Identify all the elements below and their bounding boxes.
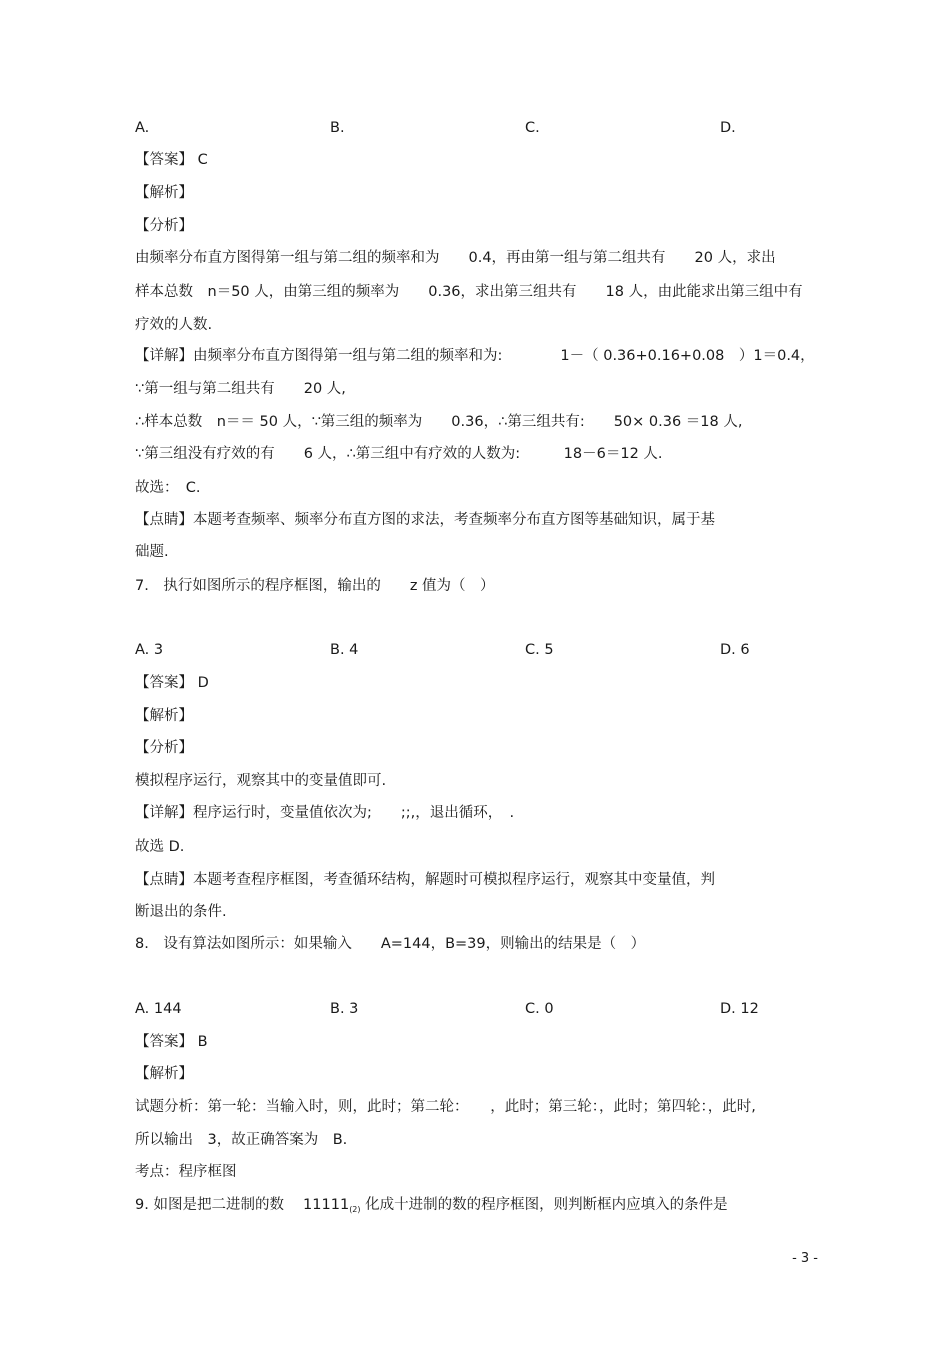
- q8-option-b: B. 3: [330, 1001, 359, 1017]
- q7-comment-line-2: 断退出的条件.: [135, 904, 227, 920]
- q8-option-d: D. 12: [720, 1001, 759, 1017]
- q6-option-a: A.: [135, 120, 150, 136]
- q7-fenxi-heading: 【分析】: [135, 740, 193, 756]
- q6-option-c: C.: [525, 120, 540, 136]
- q7-analysis-heading: 【解析】: [135, 708, 193, 724]
- q8-kaodian: 考点：程序框图: [135, 1164, 237, 1180]
- q8-answer: 【答案】 B: [135, 1034, 208, 1050]
- q8-option-a: A. 144: [135, 1001, 182, 1017]
- q6-fenxi-heading: 【分析】: [135, 218, 193, 234]
- q6-detail-line-3: ∴样本总数 n＝＝ 50 人，∵第三组的频率为 0.36，∴第三组共有: 50× 0.36 ＝18 人,: [135, 414, 743, 430]
- q6-choose: 故选： C.: [135, 480, 201, 496]
- q8-option-c: C. 0: [525, 1001, 554, 1017]
- q6-analysis-heading: 【解析】: [135, 185, 193, 201]
- q8-detail-line-2: 所以输出 3，故正确答案为 B.: [135, 1132, 348, 1148]
- page-number: - 3 -: [792, 1251, 818, 1266]
- q9-base-subscript: (2): [349, 1205, 361, 1214]
- q7-option-d: D. 6: [720, 642, 750, 658]
- q6-option-b: B.: [330, 120, 345, 136]
- q6-option-d: D.: [720, 120, 736, 136]
- q6-answer: 【答案】 C: [135, 152, 208, 168]
- q7-option-c: C. 5: [525, 642, 554, 658]
- q7-option-b: B. 4: [330, 642, 359, 658]
- q7-fenxi-line-1: 模拟程序运行，观察其中的变量值即可.: [135, 773, 387, 789]
- q6-detail-line-2: ∵第一组与第二组共有 20 人,: [135, 381, 346, 397]
- q8-detail-line-1: 试题分析：第一轮：当输入时，则，此时；第二轮： ，此时；第三轮：，此时；第四轮：，此时,: [135, 1099, 756, 1115]
- q6-comment-line-2: 础题.: [135, 544, 169, 560]
- q7-choose: 故选 D.: [135, 839, 185, 855]
- q8-stem: 8. 设有算法如图所示：如果输入 A=144，B=39，则输出的结果是（ ）: [135, 936, 646, 952]
- q9-stem-part-a: 9. 如图是把二进制的数 11111: [135, 1197, 350, 1213]
- q7-comment-line-1: 【点睛】本题考查程序框图，考查循环结构，解题时可模拟程序运行，观察其中变量值，判: [135, 872, 715, 888]
- q6-fenxi-line-2: 样本总数 n＝50 人，由第三组的频率为 0.36，求出第三组共有 18 人，由此能求出第三组中有: [135, 284, 803, 300]
- q6-detail-line-4: ∵第三组没有疗效的有 6 人，∴第三组中有疗效的人数为: 18－6＝12 人.: [135, 446, 663, 462]
- q6-fenxi-line-3: 疗效的人数.: [135, 317, 213, 333]
- q7-option-a: A. 3: [135, 642, 164, 658]
- q7-detail-line-1: 【详解】程序运行时，变量值依次为; ;;,，退出循环， .: [135, 805, 515, 821]
- q7-answer: 【答案】 D: [135, 675, 209, 691]
- q9-stem-part-b: 化成十进制的数的程序框图，则判断框内应填入的条件是: [360, 1197, 728, 1213]
- q7-stem: 7. 执行如图所示的程序框图，输出的 z 值为（ ）: [135, 578, 495, 594]
- q6-comment-line-1: 【点睛】本题考查频率、频率分布直方图的求法，考查频率分布直方图等基础知识，属于基: [135, 512, 715, 528]
- q6-detail-line-1: 【详解】由频率分布直方图得第一组与第二组的频率和为: 1－（ 0.36+0.16+0.08 ）1＝0.4，: [135, 348, 815, 364]
- q8-analysis-heading: 【解析】: [135, 1066, 193, 1082]
- q6-fenxi-line-1: 由频率分布直方图得第一组与第二组的频率和为 0.4，再由第一组与第二组共有 20 人，求出: [135, 250, 776, 266]
- q9-stem: [135, 1195, 728, 1220]
